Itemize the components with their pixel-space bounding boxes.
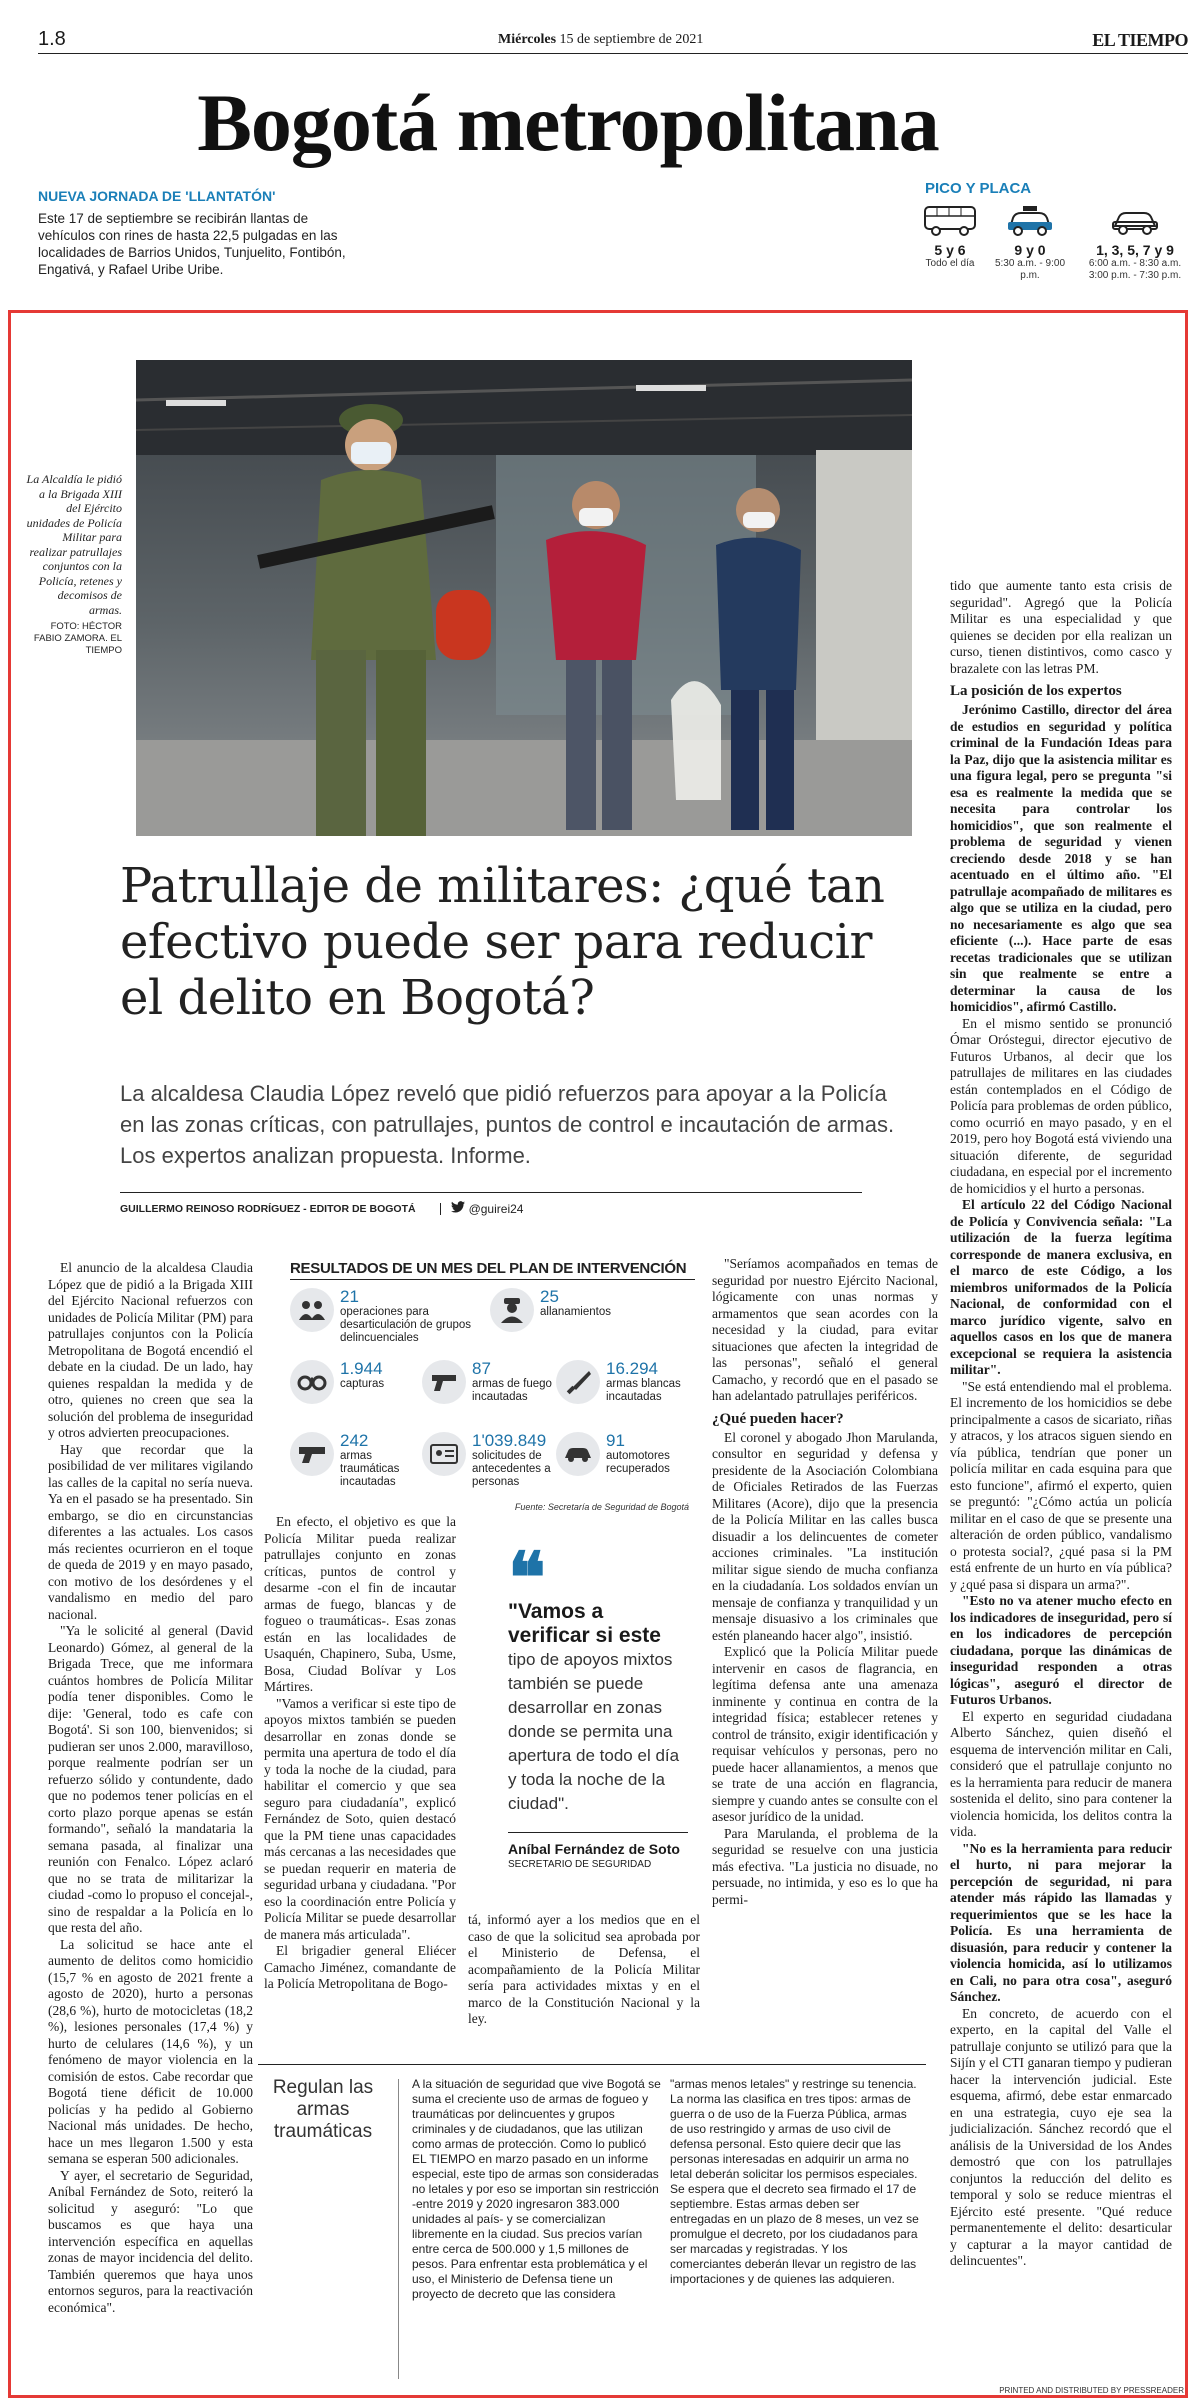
taxi-digits: 9 y 0 xyxy=(1014,242,1046,258)
paragraph: tido que aumente tanto esta crisis de seguridad". Agregó que la Policía Militar es una especialidad y que quienes se deciden por ella realizan un curso, tienen distintivos, como casco y brazalete con las letras PM. xyxy=(950,578,1172,676)
stat-number: 91 xyxy=(606,1431,625,1450)
police-officer-icon xyxy=(490,1288,534,1332)
date-text: 15 de septiembre de 2021 xyxy=(556,32,704,47)
paragraph: El experto en seguridad ciudadana Alberto Sánchez, quien diseñó el esquema de intervención militar en Cali, consideró que el patrullaje conjunto no es la herramienta para reducir de manera sostenida el delito, sino para contener la violencia homicida, los delitos contra la vida. xyxy=(950,1708,1172,1839)
article-dek: La alcaldesa Claudia López reveló que pidió refuerzos para apoyar a la Policía en las zonas críticas, con patrullajes, puntos de control e incautación de armas. Los expertos analizan propuesta. Informe. xyxy=(120,1081,895,1168)
stat-label: automotores recuperados xyxy=(606,1450,670,1475)
pico-y-placa-bus xyxy=(905,202,995,270)
paragraph: tá, informó ayer a los medios que en el caso de que la solicitud sea aprobada por el Ministerio de Defensa, el acompañamiento de la Policía Militar sería para actividades mixtas y en el marco de la Constitución Nacional y la ley. xyxy=(468,1912,700,2026)
newspaper-brand: EL TIEMPO xyxy=(1092,30,1188,50)
car-icon xyxy=(556,1432,600,1476)
stat-label: solicitudes de antecedentes a personas xyxy=(472,1450,551,1488)
stat-number: 21 xyxy=(340,1287,359,1306)
car-icon xyxy=(1080,202,1190,240)
stat-label: armas de fuego incautadas xyxy=(472,1378,552,1403)
stat-number: 242 xyxy=(340,1431,369,1450)
paragraph: En efecto, el objetivo es que la Policía Militar pueda realizar patrullajes conjunto en zonas críticas, puntos de control y desarme -con el fin de incautar armas de fuego, blancas y de fogueo o traumáticas-. Esas zonas están en las localidades de Usaquén, Chapinero, Suba, Usme, Bosa, Ciudad Bolívar y Los Mártires. xyxy=(264,1514,456,1694)
stat-knives xyxy=(556,1360,696,1404)
paragraph: En concreto, de acuerdo con el experto, en la capital del Valle el patrullaje conjunto se utilizó para que la Sijín y el CTI ganaran tiempo y pudieran hacer la intervención judicial. Este esquema, afirmó, debe estar enmarcado en una estrategia, cuyo eje sea la judicialización. Sánchez recordó que el análisis de la Universidad de los Andes demostró que con los patrullajes conjuntos la reducción del delito es temporal y solo se reduce mientras el Ejército esté presente. "Qué reduce permanentemente el delito: desarticular y capturar a la mayor cantidad de delincuentes". xyxy=(950,2005,1172,2268)
stat-label: armas blancas incautadas xyxy=(606,1378,681,1403)
paragraph: La solicitud se hace ante el aumento de delitos como homicidio (15,7 % en agosto de 2021 frente a agosto de 2020), hurto a personas (28,6 %), hurto de motocicletas (18,2 %), lesiones personales (17,4 %) y hurto de celulares (14,6 %), y un fenómeno de mayor violencia en la comisión de estos. Cabe recordar que Bogotá tiene déficit de 10.000 policías y ha pedido al Gobierno Nacional más unidades. De hecho, hace un mes llegaron 1.500 y esta semana se esperan 500 adicionales. xyxy=(48,1936,253,2166)
sidebar-title: Regulan las armas traumáticas xyxy=(272,2077,374,2142)
taxi-hours: 5:30 a.m. - 9:00 p.m. xyxy=(994,258,1066,281)
stat-label: capturas xyxy=(340,1378,385,1390)
group-people-icon xyxy=(290,1288,334,1332)
stat-raids xyxy=(490,1288,690,1332)
printed-by-note: PRINTED AND DISTRIBUTED BY PRESSREADER xyxy=(999,2386,1184,2395)
taxi-icon xyxy=(985,202,1075,240)
quote-mark-icon: ❝ xyxy=(508,1536,540,1619)
byline-twitter-handle: @guirei24 xyxy=(468,1201,524,1216)
quote-body: tipo de apoyos mixtos también se puede desarrollar en zonas donde se permita una apertura de todo el día y toda la noche de la ciudad". xyxy=(508,1650,680,1813)
handcuffs-icon xyxy=(290,1360,334,1404)
photo-caption xyxy=(24,472,122,657)
paragraph: En el mismo sentido se pronunció Ómar Oróstegui, director ejecutivo de Futuros Urbanos, al decir que los patrullajes de militares en las ciudades están contemplados en el Código de Policía para problemas de orden público, como ocurrió en mayo pasado, y en el 2019, pero hoy Bogotá está viviendo una situación diferente, de seguridad ciudadana, en especial por el incremento de homicidios y el hurto a personas. xyxy=(950,1015,1172,1196)
sidebar-divider xyxy=(398,2079,399,2379)
stat-captures xyxy=(290,1360,420,1404)
paragraph: "No es la herramienta para reducir el hurto, ni para mejorar la percepción de seguridad, ni para atender más rápido las llamadas y requerimientos que se les hace la Policía. Es una herramienta de disuasión, para reducir y contener la violencia homicida, así lo utilizamos en Cali, no para otra cosa", aseguró Sánchez. xyxy=(950,1840,1172,2004)
paragraph: "Ya le solicité al general (David Leonardo) Gómez, al general de la Brigada Trece, que me informara cuántos hombres de Policía Militar podía tener disponibles. Como le dije: 'General, todo es cafe con Bogotá'. Si son 100, bienvenidos; si pudieran ser unos 2.000, maravilloso, porque realmente podrían ser un refuerzo sólido y contundente, dado que no podemos tener policías en el corto plazo porque apenas se están formando", señaló la mandataria la semana pasada, al finalizar una reunión con Fenalco. López aclaró que no se trata de militarizar la ciudad -como lo propuso el concejal-, sino de respaldar a la Policía en lo que resta del año. xyxy=(48,1623,253,1935)
article-headline: Patrullaje de militares: ¿qué tan efectivo puede ser para reducir el delito en Bogotá? xyxy=(120,858,885,1026)
paragraph: El coronel y abogado Jhon Marulanda, consultor en seguridad y defensa y presidente de la Asociación Colombiana de Oficiales Retirados de las Fuerzas Militares (Acore), dijo que la presencia de la Policía Militar en las calles busca disuadir a los delincuentes de cometer acciones criminales. "La institución militar sigue siendo de mucha confianza en la ciudadanía. Los soldados envían un mensaje de confianza y tranquilidad y un mensaje disuasivo a los criminales que estén planeando hacer algo", insistió. xyxy=(712,1429,938,1643)
bus-hours: Todo el día xyxy=(925,258,975,269)
promo-kicker: NUEVA JORNADA DE 'LLANTATÓN' xyxy=(38,188,276,204)
article-byline xyxy=(120,1192,862,1216)
car-digits: 1, 3, 5, 7 y 9 xyxy=(1096,242,1174,258)
paragraph: "Esto no va atener mucho efecto en los indicadores de inseguridad, pero sí en los indicadores de percepción ciudadana, porque las dinámicas de inseguridad responden a otras lógicas", aseguró el director de Futuros Urbanos. xyxy=(950,1593,1172,1707)
article-column-2 xyxy=(264,1514,456,1993)
page-header-bar xyxy=(38,28,1188,54)
pico-y-placa-car xyxy=(1080,202,1190,282)
photo-caption-text: La Alcaldía le pidió a la Brigada XIII del Ejército unidades de Policía Militar para realizar patrullajes conjuntos con la Policía, retenes y decomisos de armas. xyxy=(26,472,122,617)
article-column-2-tail xyxy=(468,1912,700,2028)
paragraph: Y ayer, el secretario de Seguridad, Aníbal Fernández de Soto, reiteró la solicitud y aseguró: "Lo que buscamos es que haya una intervención específica en aquellas zonas de mayor incidencia del delito. También queremos que haya unos entornos seguros, para la reactivación económica". xyxy=(48,2167,253,2315)
pistol-icon xyxy=(422,1360,466,1404)
stat-firearms xyxy=(422,1360,552,1404)
sidebar-text-col-1: A la situación de seguridad que vive Bogotá se suma el creciente uso de armas de fogueo y traumáticas por delincuentes y grupos criminales y de ciudadanos, que las utilizan como armas de protección. Como lo publicó EL TIEMPO en marzo pasado en un informe especial, este tipo de armas son consideradas no letales y por eso se importan sin restricción -entre 2019 y 2020 ingresaron 383.000 unidades al país- y se comercializan libremente en la ciudad. Sus precios varían entre cerca de 500.000 y 1,5 millones de pesos. Para enfrentar esta problemática y el uso, el Ministerio de Defensa tiene un proyecto de decreto que las considera xyxy=(412,2077,661,2301)
stat-number: 87 xyxy=(472,1359,491,1378)
paragraph: "Seríamos acompañados en temas de seguridad por nuestro Ejército Nacional, lógicamente con unas normas y armamentos que sean acordes con la necesidad y la ciudad, para evitar situaciones que afecten la integridad de las personas", señaló el general Camacho, y recordó que en el pasado se han adelantado patrullajes periféricos. xyxy=(712,1256,938,1403)
promo-text: Este 17 de septiembre se recibirán llantas de vehículos con rines de hasta 22,5 pulgadas en las localidades de Barrios Unidos, Tunjuelito, Fontibón, Engativá, y Rafael Uribe Uribe. xyxy=(38,211,346,277)
article-photo xyxy=(136,360,912,836)
bus-icon xyxy=(905,202,995,240)
paragraph: El anuncio de la alcaldesa Claudia López que de pidió a la Brigada XIII del Ejército Nacional refuerzos con unidades de Policía Militar (PM) para patrullajes conjuntos con la Policía Metropolitana de Bogotá encendió el debate en la ciudad. De un lado, hay quienes respaldan la medida y de otro, quienes no creen que sea la solución del problema de inseguridad y otros advierten preocupaciones. xyxy=(48,1260,253,1440)
stat-label: armas traumáticas incautadas xyxy=(340,1450,400,1488)
stat-number: 16.294 xyxy=(606,1359,658,1378)
stat-operations xyxy=(290,1288,490,1345)
twitter-icon xyxy=(451,1201,465,1216)
results-infographic xyxy=(290,1260,695,1518)
stat-label: operaciones para desarticulación de grupos delincuenciales xyxy=(340,1306,472,1344)
article-column-1 xyxy=(48,1260,253,2316)
paragraph: Jerónimo Castillo, director del área de estudios en seguridad y política criminal de la Fundación Ideas para la Paz, dijo que la asistencia militar es una figura legal, pero se pregunta "si esa es realmente la medida que se necesita para controlar los homicidios", que son realmente el problema de seguridad y vienen creciendo desde 2018 y se han acentuado en el último año. "El patrullaje acompañado de militares es algo que se utiliza en la ciudad, pero no necesariamente es algo que sea eficiente (...). Hace parte de esas recetas tradicionales que se utilizan sin que realmente se entre a determinar la causa de los homicidios", afirmó Castillo. xyxy=(950,702,1172,1014)
paragraph: Explicó que la Policía Militar puede intervenir en casos de flagrancia, en legítima defensa ante una amenaza inminente y continua en contra de la integridad física; establecer retenes y control de tránsito, exigir identificación y requisar vehículos y personas, pero no puede hacer allanamientos, a menos que se trate de una acción en flagrancia, siempre y cuando antes se consulte con el asesor jurídico de la unidad. xyxy=(712,1644,938,1824)
stat-vehicles xyxy=(556,1432,696,1476)
paragraph: "Vamos a verificar si este tipo de apoyos mixtos también se pueden desarrollar en zonas donde se permita una apertura de todo el día y toda la noche de la ciudad, para habilitar el comercio y que sea seguro para ciudadanía", explicó Fernández de Soto, quien destacó que la PM tiene unas capacidades más cercanas a las necesidades que se puedan requerir en materia de seguridad urbana y ciudadana. "Por eso la coordinación entre Policía y Policía Militar se puede desarrollar de manera más articulada". xyxy=(264,1695,456,1942)
article-column-4-top xyxy=(950,578,1172,2270)
subhead-experts-position: La posición de los expertos xyxy=(950,683,1122,699)
stat-traumatic-weapons xyxy=(290,1432,420,1489)
paragraph: Hay que recordar que la posibilidad de ver militares vigilando las calles de la capital no sería nueva. Ya en el pasado se ha presentado. Sin embargo, se dio en circunstancias diferentes a las actuales. Los casos más recientes ocurrieron en el toque de queda de 2019 y en mayo pasado, con motivo de los desórdenes y el vandalismo en medio del paro nacional. xyxy=(48,1441,253,1622)
article-column-3 xyxy=(712,1256,938,1908)
byline-author: GUILLERMO REINOSO RODRÍGUEZ - EDITOR DE BOGOTÁ xyxy=(120,1202,416,1215)
sidebar-traumatic-weapons xyxy=(258,2064,926,2394)
byline-separator xyxy=(440,1203,441,1215)
pico-y-placa-title: PICO Y PLACA xyxy=(925,180,1032,197)
paragraph: "Se está entendiendo mal el problema. El incremento de los homicidios se debe principalmente a casos de sicariato, riñas y atracos, y los atracos siguen siendo en vía pública, tendrían que poner un policía militar en cada esquina para que esto funcione", afirmó el experto, quien se preguntó: "¿Cómo actúa un policía militar en el caso de que se presente una alteración de orden público, vandalismo o protesta social?, ¿qué pasa si la PM está enfrente de un hurto en vía pública? y ¿qué pasa si dispara un arma?". xyxy=(950,1378,1172,1592)
stat-number: 1'039.849 xyxy=(472,1431,547,1450)
section-title: Bogotá metropolitana xyxy=(197,77,939,168)
knife-icon xyxy=(556,1360,600,1404)
stat-number: 25 xyxy=(540,1287,559,1306)
paragraph: El brigadier general Eliécer Camacho Jiménez, comandante de la Policía Metropolitana de Bogo- xyxy=(264,1943,456,1991)
bus-digits: 5 y 6 xyxy=(934,242,966,258)
infographic-source: Fuente: Secretaría de Seguridad de Bogotá xyxy=(514,1502,689,1512)
paragraph: El artículo 22 del Código Nacional de Policía y Convivencia señala: "La utilización de la fuerza legítima corresponde de manera exclusiva, en el marco de este Código, a los miembros uniformados de la Policía Nacional, de conformidad con el marco jurídico vigente, salvo en aquellos casos en los que de manera excepcional se requiera la asistencia militar". xyxy=(950,1197,1172,1377)
quote-lead: "Vamos a verificar si este xyxy=(508,1600,661,1647)
page-number: 1.8 xyxy=(38,28,66,50)
quote-role: SECRETARIO DE SEGURIDAD xyxy=(508,1859,652,1870)
pull-quote xyxy=(508,1536,688,1870)
subhead-what-can-they-do: ¿Qué pueden hacer? xyxy=(712,1410,844,1427)
quote-author: Aníbal Fernández de Soto xyxy=(508,1832,688,1857)
id-document-icon xyxy=(422,1432,466,1476)
publication-date xyxy=(498,32,703,48)
sidebar-text-col-2: "armas menos letales" y restringe su tenencia. La norma las clasifica en tres tipos: armas de guerra o de uso de la Fuerza Pública, armas de uso restringido y armas de uso civil de defensa personal. Esto quiere decir que las personas interesadas en adquirir un arma no letal deberán solicitar los permisos especiales. Se espera que el decreto sea firmado el 17 de septiembre. Estas armas deben ser entregadas en un plazo de 8 meses, un vez se promulgue el decreto, por los ciudadanos para ser marcadas y registradas. Y los comerciantes deberán llevar un registro de las importaciones y de quienes las adquieren. xyxy=(670,2077,919,2286)
pico-y-placa-taxi xyxy=(985,202,1075,282)
car-hours: 6:00 a.m. - 8:30 a.m. 3:00 p.m. - 7:30 p.m. xyxy=(1088,258,1182,281)
stat-label: allanamientos xyxy=(540,1306,611,1318)
stat-background-checks xyxy=(422,1432,557,1489)
paragraph: Para Marulanda, el problema de la seguridad se resuelve con una justicia más efectiva. "La justicia no disuade, no persuade, no intimida, y eso es lo que ha permi- xyxy=(712,1825,938,1907)
photo-credit: FOTO: HÉCTOR FABIO ZAMORA. EL TIEMPO xyxy=(33,621,122,656)
traumatic-gun-icon xyxy=(290,1432,334,1476)
stat-number: 1.944 xyxy=(340,1359,383,1378)
infographic-title: RESULTADOS DE UN MES DEL PLAN DE INTERVENCIÓN xyxy=(290,1260,695,1280)
date-weekday: Miércoles xyxy=(498,32,557,47)
